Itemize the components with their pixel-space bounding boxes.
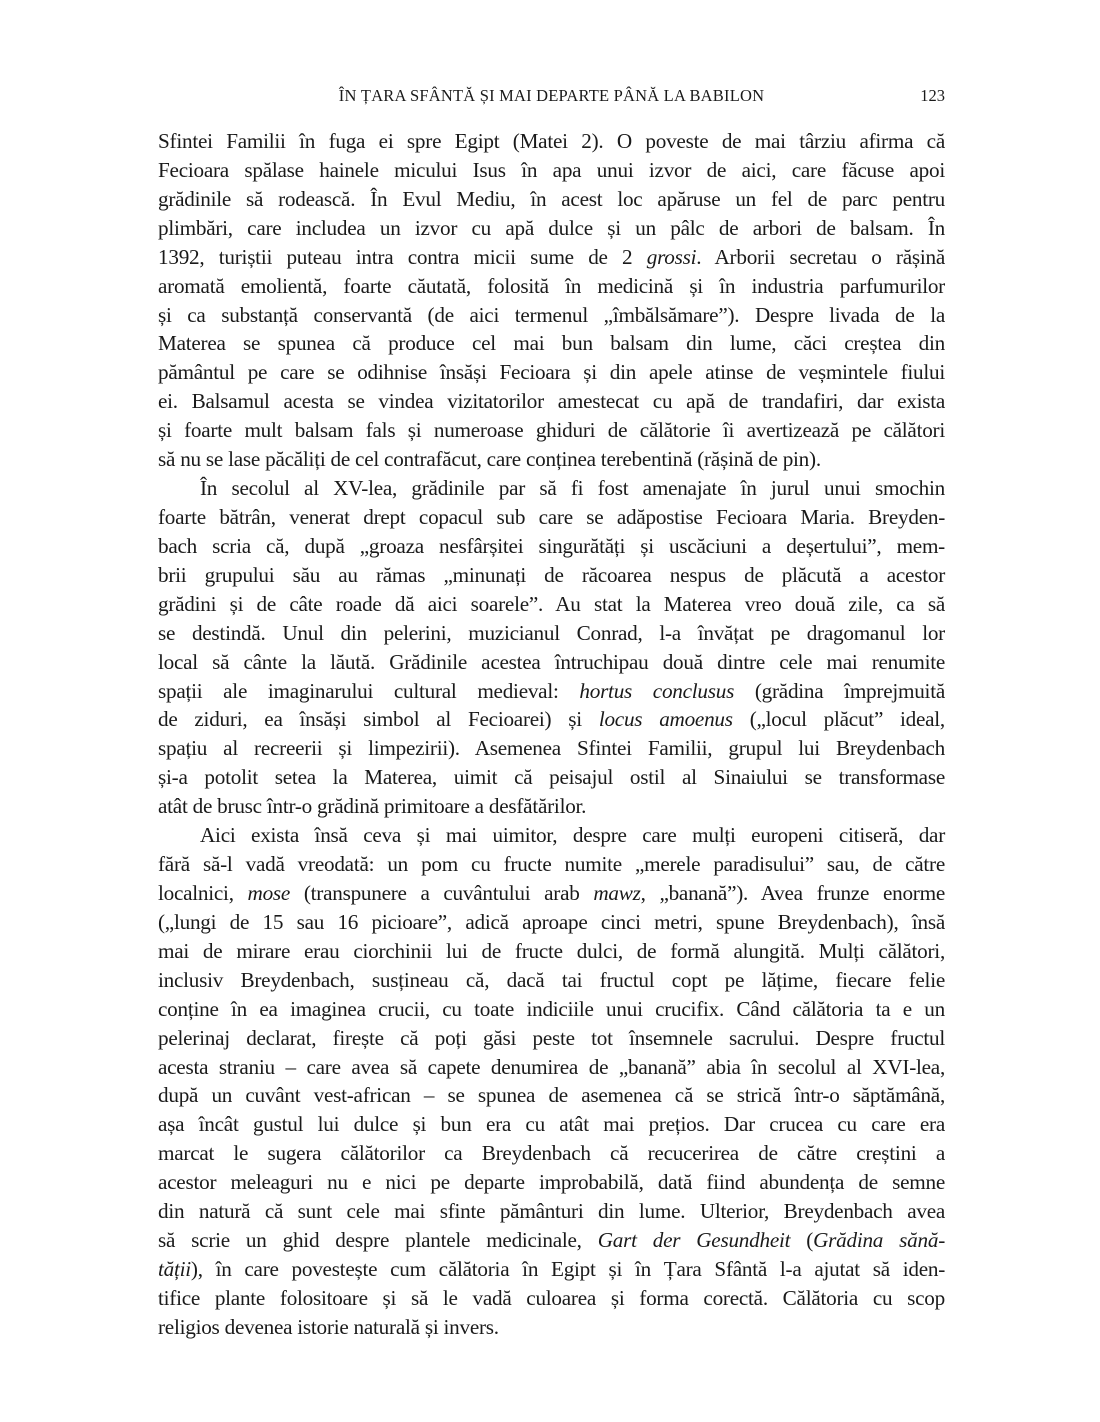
paragraph [158, 474, 945, 821]
text-segment: din natură că sunt cele mai sfinte pământuri din lume. Ulterior, Breydenbach avea [158, 1199, 945, 1224]
text-segment: marcat le sugera călătorilor ca Breydenbach că recucerirea de către creștini a [158, 1141, 945, 1166]
text-segment: localnici, [158, 880, 248, 905]
text-segment: tifice plante folositoare și să le vadă culoarea și forma corectă. Călătoria cu scop [158, 1285, 945, 1310]
text-line [158, 1226, 945, 1255]
text-line [158, 966, 945, 995]
text-line [158, 908, 945, 937]
text-segment: . Arborii secretau o rășină [696, 244, 945, 269]
text-segment: („lungi de 15 sau 16 picioare”, adică aproape cinci metri, spune Breydenbach), însă [158, 909, 945, 934]
text-line [158, 416, 945, 445]
text-line [158, 358, 945, 387]
page-number: 123 [920, 86, 945, 105]
text-line [158, 879, 945, 908]
text-line [158, 734, 945, 763]
text-line [158, 532, 945, 561]
text-segment: aromată emolientă, foarte căutată, folosită în medicină și în industria parfumurilor [158, 273, 945, 298]
text-line [158, 387, 945, 416]
text-segment: ( [790, 1228, 814, 1253]
text-line [158, 648, 945, 677]
text-line [158, 243, 945, 272]
text-line [158, 156, 945, 185]
text-segment: Fecioara spălase hainele micului Isus în apa unui izvor de aici, care făcuse apoi [158, 157, 945, 182]
text-segment: atât de brusc într-o grădină primitoare a desfătărilor. [158, 794, 587, 819]
text-segment: religios devenea istorie naturală și invers. [158, 1314, 499, 1339]
text-line [158, 474, 945, 503]
text-segment: ), în care povestește cum călătoria în Egipt și în Țara Sfântă l-a ajutat să iden- [190, 1256, 945, 1281]
text-segment: de ziduri, ea însăși simbol al Fecioarei) și [158, 707, 599, 732]
text-segment: și-a potolit setea la Materea, uimit că peisajul ostil al Sinaiului se transformase [158, 765, 945, 790]
text-segment: acesta straniu – care avea să capete denumirea de „banană” abia în secolul al XVI-lea, [158, 1054, 945, 1079]
text-segment: grădini și de câte roade dă aici soarele”. Au stat la Materea vreo două zile, ca să [158, 591, 945, 616]
text-segment: plimbări, care includea un izvor cu apă dulce și un pâlc de arbori de balsam. În [158, 215, 945, 240]
text-line [158, 619, 945, 648]
text-segment: acestor meleaguri nu e nici pe departe improbabilă, dată fiind abundența de semne [158, 1170, 945, 1195]
text-segment: Aici exista însă ceva și mai uimitor, despre care mulți europeni citiseră, dar [200, 823, 945, 848]
text-line [158, 821, 945, 850]
italic-text: hortus conclusus [579, 678, 735, 703]
body-text [158, 127, 945, 1342]
italic-text: Gart der Gesundheit [597, 1228, 791, 1253]
text-segment: grădinile să rodească. În Evul Mediu, în acest loc apăruse un fel de parc pentru [158, 186, 945, 211]
text-line [158, 850, 945, 879]
text-segment: inclusiv Breydenbach, susțineau că, dacă tai fructul copt pe lățime, fiecare felie [158, 967, 945, 992]
text-segment: să scrie un ghid despre plantele medicinale, [158, 1228, 598, 1253]
text-line [158, 272, 945, 301]
text-line [158, 127, 945, 156]
text-segment: așa încât gustul lui dulce și bun era cu atât mai prețios. Dar crucea cu care era [158, 1112, 945, 1137]
text-segment: Sfintei Familii în fuga ei spre Egipt (Matei 2). O poveste de mai târziu afirma că [158, 129, 945, 153]
running-title: ÎN ȚARA SFÂNTĂ ȘI MAI DEPARTE PÂNĂ LA BABILON [338, 86, 765, 105]
text-segment: local să cânte la lăută. Grădinile acestea întruchipau două dintre cele mai renumite [158, 649, 945, 674]
text-segment: și foarte mult balsam fals și numeroase ghiduri de călătorie îi avertizează pe călători [158, 418, 945, 443]
text-segment: (grădina împrejmuită [734, 678, 945, 703]
text-segment: În secolul al XV-lea, grădinile par să fi fost amenajate în jurul unui smochin [200, 476, 945, 501]
text-segment: spațiu al recreerii și limpezirii). Asemenea Sfintei Familii, grupul lui Breydenbach [158, 736, 945, 761]
italic-text: Grădina sănă- [813, 1228, 945, 1253]
text-line [158, 677, 945, 706]
text-line [158, 792, 945, 821]
text-segment: se destindă. Unul din pelerini, muzicianul Conrad, l-a învățat pe dragomanul lor [158, 620, 945, 645]
text-segment: ei. Balsamul acesta se vindea vizitatorilor amestecat cu apă de trandafiri, dar exista [158, 389, 945, 414]
text-line [158, 1313, 945, 1342]
text-line [158, 1110, 945, 1139]
text-line [158, 1284, 945, 1313]
text-line [158, 561, 945, 590]
text-segment: fără să-l vadă vreodată: un pom cu fructe numite „merele paradisului” sau, de către [158, 852, 945, 877]
text-line [158, 1053, 945, 1082]
text-line [158, 1168, 945, 1197]
text-segment: 1392, turiștii puteau intra contra micii sume de 2 [158, 244, 647, 269]
text-segment: brii grupului său au rămas „minunați de răcoarea nespus de plăcută a acestor [158, 562, 945, 587]
italic-text: locus amoenus [598, 707, 733, 732]
text-segment: („locul plăcut” ideal, [732, 707, 945, 732]
italic-text: mawz [593, 880, 641, 905]
text-line [158, 1197, 945, 1226]
italic-text: tății [158, 1256, 191, 1281]
italic-text: grossi [646, 244, 697, 269]
text-line [158, 705, 945, 734]
text-segment: Materea se spunea că produce cel mai bun balsam din lume, căci creștea din [158, 331, 945, 356]
text-line [158, 1255, 945, 1284]
text-line [158, 185, 945, 214]
text-segment: mai de mirare erau ciorchinii lui de fructe dulci, de formă alungită. Mulți călători, [158, 938, 945, 963]
paragraph [158, 821, 945, 1342]
text-line [158, 590, 945, 619]
text-line [158, 1081, 945, 1110]
text-segment: bach scria că, după „groaza nesfârșitei singurătăți și uscăciuni a deșertului”, mem- [158, 533, 945, 558]
text-segment: să nu se lase păcăliți de cel contrafăcut, care conținea terebentină (rășină de pin). [158, 447, 821, 472]
text-line [158, 503, 945, 532]
paragraph [158, 127, 945, 474]
italic-text: mose [247, 880, 291, 905]
text-line [158, 995, 945, 1024]
text-segment: foarte bătrân, venerat drept copacul sub care se adăpostise Fecioara Maria. Breyden- [158, 504, 945, 529]
text-line [158, 329, 945, 358]
text-line [158, 1139, 945, 1168]
text-line [158, 445, 945, 474]
text-segment: și ca substanță conservantă (de aici termenul „îmbălsămare”). Despre livada de la [158, 302, 945, 327]
text-segment: pământul pe care se odihnise însăși Fecioara și din apele atinse de veșmintele fiului [158, 360, 945, 385]
text-segment: conține în ea imaginea crucii, cu toate indiciile unui crucifix. Când călătoria ta e un [158, 996, 945, 1021]
text-line [158, 301, 945, 330]
text-segment: (transpunere a cuvântului arab [290, 880, 594, 905]
text-segment: , „banană”). Avea frunze enorme [640, 880, 945, 905]
text-segment: spații ale imaginarului cultural medieval: [158, 678, 580, 703]
text-line [158, 937, 945, 966]
running-header [158, 86, 945, 108]
text-line [158, 214, 945, 243]
text-segment: pelerinaj declarat, firește că poți găsi peste tot însemnele sacrului. Despre fructul [158, 1025, 945, 1050]
text-segment: după un cuvânt vest-african – se spunea de asemenea că se strică într-o săptămână, [158, 1083, 945, 1108]
text-line [158, 1024, 945, 1053]
text-line [158, 763, 945, 792]
